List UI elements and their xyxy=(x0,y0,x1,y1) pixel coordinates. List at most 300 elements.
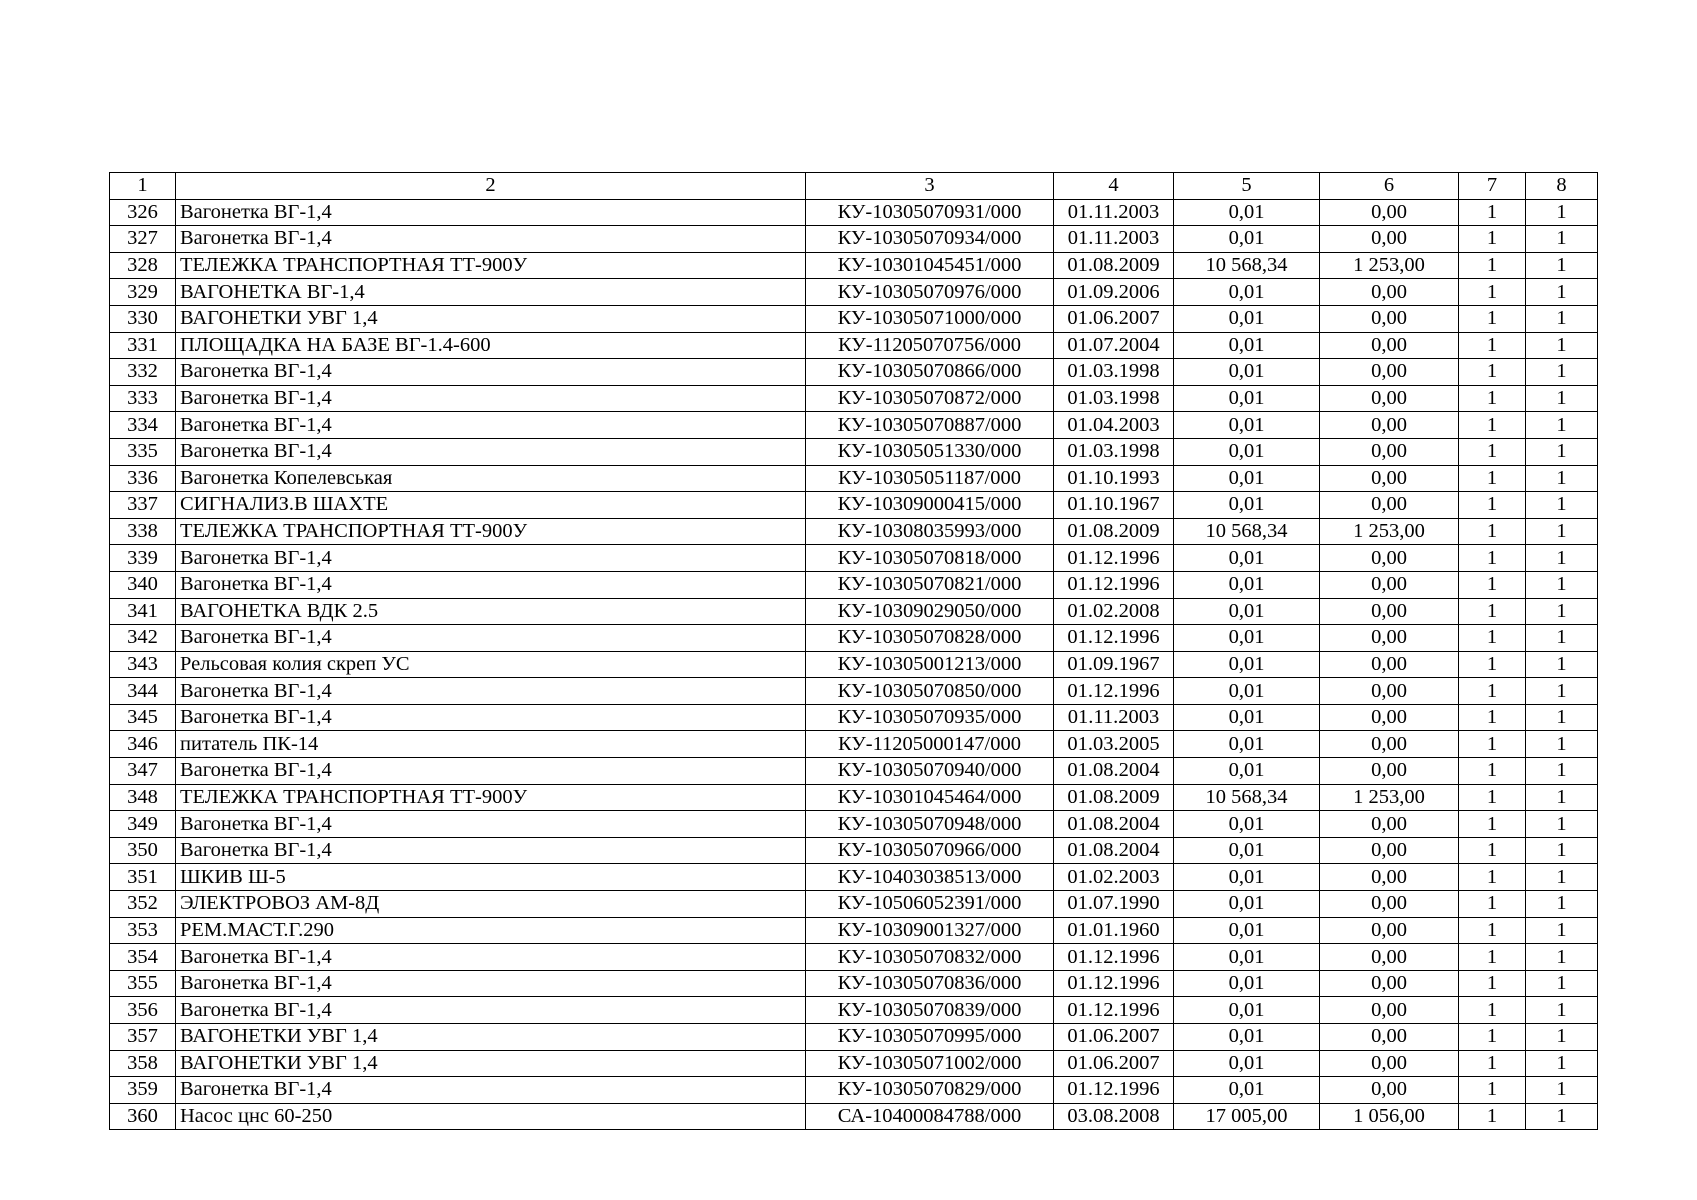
quantity-cell: 1 xyxy=(1459,731,1526,758)
item-name: Вагонетка ВГ-1,4 xyxy=(176,545,806,572)
item-name: Вагонетка ВГ-1,4 xyxy=(176,758,806,785)
item-name: Вагонетка ВГ-1,4 xyxy=(176,837,806,864)
table-row xyxy=(110,970,1598,997)
row-number: 341 xyxy=(110,598,176,625)
row-number: 360 xyxy=(110,1103,176,1130)
row-number: 332 xyxy=(110,359,176,386)
quantity-cell: 1 xyxy=(1459,438,1526,465)
value-cell: 1 056,00 xyxy=(1320,1103,1459,1130)
table-row xyxy=(110,199,1598,226)
quantity-cell: 1 xyxy=(1459,226,1526,253)
inventory-number: КУ-10305070976/000 xyxy=(806,279,1054,306)
value-cell: 0,00 xyxy=(1320,917,1459,944)
quantity-cell: 1 xyxy=(1526,997,1598,1024)
quantity-cell: 1 xyxy=(1459,678,1526,705)
table-row xyxy=(110,571,1598,598)
item-name: Вагонетка ВГ-1,4 xyxy=(176,704,806,731)
value-cell: 1 253,00 xyxy=(1320,784,1459,811)
row-number: 358 xyxy=(110,1050,176,1077)
value-cell: 0,00 xyxy=(1320,279,1459,306)
value-cell: 10 568,34 xyxy=(1174,518,1320,545)
value-cell: 0,00 xyxy=(1320,864,1459,891)
row-number: 350 xyxy=(110,837,176,864)
table-row xyxy=(110,279,1598,306)
row-number: 349 xyxy=(110,811,176,838)
value-cell: 0,01 xyxy=(1174,438,1320,465)
quantity-cell: 1 xyxy=(1459,385,1526,412)
inventory-number: КУ-10305070935/000 xyxy=(806,704,1054,731)
inventory-number: КУ-10301045451/000 xyxy=(806,252,1054,279)
quantity-cell: 1 xyxy=(1526,545,1598,572)
date-cell: 01.06.2007 xyxy=(1054,305,1174,332)
quantity-cell: 1 xyxy=(1526,864,1598,891)
value-cell: 10 568,34 xyxy=(1174,784,1320,811)
inventory-number: КУ-10305070829/000 xyxy=(806,1077,1054,1104)
table-row xyxy=(110,226,1598,253)
date-cell: 01.10.1993 xyxy=(1054,465,1174,492)
value-cell: 0,01 xyxy=(1174,1077,1320,1104)
date-cell: 01.03.2005 xyxy=(1054,731,1174,758)
quantity-cell: 1 xyxy=(1459,944,1526,971)
quantity-cell: 1 xyxy=(1459,412,1526,439)
row-number: 330 xyxy=(110,305,176,332)
value-cell: 0,01 xyxy=(1174,226,1320,253)
quantity-cell: 1 xyxy=(1526,678,1598,705)
quantity-cell: 1 xyxy=(1459,1024,1526,1051)
row-number: 359 xyxy=(110,1077,176,1104)
table-row xyxy=(110,1103,1598,1130)
table-row xyxy=(110,917,1598,944)
item-name: Вагонетка ВГ-1,4 xyxy=(176,571,806,598)
quantity-cell: 1 xyxy=(1526,811,1598,838)
value-cell: 0,00 xyxy=(1320,199,1459,226)
quantity-cell: 1 xyxy=(1459,811,1526,838)
date-cell: 01.02.2003 xyxy=(1054,864,1174,891)
quantity-cell: 1 xyxy=(1526,438,1598,465)
table-row xyxy=(110,784,1598,811)
item-name: ТЕЛЕЖКА ТРАНСПОРТНАЯ ТТ-900У xyxy=(176,784,806,811)
item-name: Вагонетка ВГ-1,4 xyxy=(176,997,806,1024)
value-cell: 0,01 xyxy=(1174,837,1320,864)
quantity-cell: 1 xyxy=(1459,970,1526,997)
item-name: РЕМ.МАСТ.Г.290 xyxy=(176,917,806,944)
inventory-number: КУ-10305071000/000 xyxy=(806,305,1054,332)
value-cell: 0,00 xyxy=(1320,385,1459,412)
column-header-2: 2 xyxy=(176,173,806,200)
value-cell: 0,01 xyxy=(1174,970,1320,997)
row-number: 337 xyxy=(110,492,176,519)
value-cell: 0,00 xyxy=(1320,625,1459,652)
quantity-cell: 1 xyxy=(1526,1024,1598,1051)
value-cell: 0,01 xyxy=(1174,625,1320,652)
item-name: ТЕЛЕЖКА ТРАНСПОРТНАЯ ТТ-900У xyxy=(176,252,806,279)
item-name: ВАГОНЕТКА ВДК 2.5 xyxy=(176,598,806,625)
value-cell: 0,01 xyxy=(1174,279,1320,306)
value-cell: 0,00 xyxy=(1320,438,1459,465)
table-row xyxy=(110,811,1598,838)
column-header-3: 3 xyxy=(806,173,1054,200)
inventory-number: КУ-10305070850/000 xyxy=(806,678,1054,705)
item-name: Вагонетка ВГ-1,4 xyxy=(176,1077,806,1104)
value-cell: 0,01 xyxy=(1174,731,1320,758)
value-cell: 0,00 xyxy=(1320,571,1459,598)
column-header-7: 7 xyxy=(1459,173,1526,200)
date-cell: 01.01.1960 xyxy=(1054,917,1174,944)
quantity-cell: 1 xyxy=(1459,465,1526,492)
table-body xyxy=(110,199,1598,1130)
value-cell: 0,00 xyxy=(1320,1050,1459,1077)
value-cell: 0,00 xyxy=(1320,731,1459,758)
item-name: Вагонетка ВГ-1,4 xyxy=(176,412,806,439)
quantity-cell: 1 xyxy=(1459,758,1526,785)
item-name: Насос цнс 60-250 xyxy=(176,1103,806,1130)
value-cell: 0,01 xyxy=(1174,891,1320,918)
value-cell: 0,01 xyxy=(1174,412,1320,439)
inventory-number: КУ-10305051330/000 xyxy=(806,438,1054,465)
value-cell: 10 568,34 xyxy=(1174,252,1320,279)
value-cell: 0,00 xyxy=(1320,305,1459,332)
date-cell: 01.12.1996 xyxy=(1054,944,1174,971)
row-number: 338 xyxy=(110,518,176,545)
quantity-cell: 1 xyxy=(1526,944,1598,971)
date-cell: 01.12.1996 xyxy=(1054,625,1174,652)
quantity-cell: 1 xyxy=(1526,891,1598,918)
date-cell: 03.08.2008 xyxy=(1054,1103,1174,1130)
value-cell: 0,00 xyxy=(1320,678,1459,705)
value-cell: 17 005,00 xyxy=(1174,1103,1320,1130)
item-name: питатель ПК-14 xyxy=(176,731,806,758)
date-cell: 01.11.2003 xyxy=(1054,226,1174,253)
date-cell: 01.03.1998 xyxy=(1054,359,1174,386)
quantity-cell: 1 xyxy=(1459,571,1526,598)
inventory-number: КУ-10305070836/000 xyxy=(806,970,1054,997)
inventory-number: КУ-10305051187/000 xyxy=(806,465,1054,492)
inventory-number: КУ-10305070995/000 xyxy=(806,1024,1054,1051)
value-cell: 0,00 xyxy=(1320,651,1459,678)
inventory-number: КУ-10305070934/000 xyxy=(806,226,1054,253)
value-cell: 0,00 xyxy=(1320,704,1459,731)
row-number: 348 xyxy=(110,784,176,811)
value-cell: 0,00 xyxy=(1320,492,1459,519)
quantity-cell: 1 xyxy=(1459,598,1526,625)
value-cell: 0,01 xyxy=(1174,305,1320,332)
value-cell: 0,00 xyxy=(1320,412,1459,439)
column-header-5: 5 xyxy=(1174,173,1320,200)
quantity-cell: 1 xyxy=(1459,917,1526,944)
inventory-number: КУ-10305070948/000 xyxy=(806,811,1054,838)
item-name: Вагонетка ВГ-1,4 xyxy=(176,438,806,465)
inventory-number: КУ-10305070821/000 xyxy=(806,571,1054,598)
quantity-cell: 1 xyxy=(1526,758,1598,785)
quantity-cell: 1 xyxy=(1526,651,1598,678)
value-cell: 0,01 xyxy=(1174,332,1320,359)
inventory-number: КУ-10308035993/000 xyxy=(806,518,1054,545)
row-number: 335 xyxy=(110,438,176,465)
quantity-cell: 1 xyxy=(1459,891,1526,918)
quantity-cell: 1 xyxy=(1526,199,1598,226)
quantity-cell: 1 xyxy=(1526,492,1598,519)
table-row xyxy=(110,518,1598,545)
table-row xyxy=(110,651,1598,678)
inventory-number: КУ-11205000147/000 xyxy=(806,731,1054,758)
table-row xyxy=(110,1024,1598,1051)
quantity-cell: 1 xyxy=(1459,625,1526,652)
quantity-cell: 1 xyxy=(1526,252,1598,279)
table-row xyxy=(110,1077,1598,1104)
document-page xyxy=(109,172,1597,1130)
table-row xyxy=(110,891,1598,918)
date-cell: 01.06.2007 xyxy=(1054,1024,1174,1051)
row-number: 344 xyxy=(110,678,176,705)
value-cell: 0,01 xyxy=(1174,944,1320,971)
item-name: ВАГОНЕТКИ УВГ 1,4 xyxy=(176,1050,806,1077)
value-cell: 0,01 xyxy=(1174,678,1320,705)
date-cell: 01.07.1990 xyxy=(1054,891,1174,918)
value-cell: 0,00 xyxy=(1320,970,1459,997)
value-cell: 0,01 xyxy=(1174,199,1320,226)
table-header xyxy=(110,173,1598,200)
inventory-number: КУ-10309029050/000 xyxy=(806,598,1054,625)
item-name: ЭЛЕКТРОВОЗ АМ-8Д xyxy=(176,891,806,918)
quantity-cell: 1 xyxy=(1459,518,1526,545)
table-row xyxy=(110,678,1598,705)
row-number: 351 xyxy=(110,864,176,891)
date-cell: 01.12.1996 xyxy=(1054,545,1174,572)
date-cell: 01.12.1996 xyxy=(1054,970,1174,997)
date-cell: 01.06.2007 xyxy=(1054,1050,1174,1077)
item-name: Вагонетка Копелевськая xyxy=(176,465,806,492)
row-number: 345 xyxy=(110,704,176,731)
inventory-number: КУ-10309001327/000 xyxy=(806,917,1054,944)
item-name: Вагонетка ВГ-1,4 xyxy=(176,385,806,412)
value-cell: 0,00 xyxy=(1320,465,1459,492)
inventory-number: КУ-10403038513/000 xyxy=(806,864,1054,891)
quantity-cell: 1 xyxy=(1526,518,1598,545)
date-cell: 01.08.2009 xyxy=(1054,784,1174,811)
quantity-cell: 1 xyxy=(1459,1050,1526,1077)
value-cell: 0,01 xyxy=(1174,571,1320,598)
row-number: 331 xyxy=(110,332,176,359)
table-row xyxy=(110,412,1598,439)
item-name: Вагонетка ВГ-1,4 xyxy=(176,811,806,838)
item-name: Рельсовая колия скреп УС xyxy=(176,651,806,678)
row-number: 353 xyxy=(110,917,176,944)
quantity-cell: 1 xyxy=(1526,305,1598,332)
row-number: 328 xyxy=(110,252,176,279)
row-number: 352 xyxy=(110,891,176,918)
quantity-cell: 1 xyxy=(1526,226,1598,253)
row-number: 346 xyxy=(110,731,176,758)
date-cell: 01.08.2004 xyxy=(1054,837,1174,864)
row-number: 326 xyxy=(110,199,176,226)
row-number: 356 xyxy=(110,997,176,1024)
value-cell: 0,01 xyxy=(1174,758,1320,785)
inventory-number: КУ-10305071002/000 xyxy=(806,1050,1054,1077)
value-cell: 0,00 xyxy=(1320,226,1459,253)
column-header-6: 6 xyxy=(1320,173,1459,200)
quantity-cell: 1 xyxy=(1526,917,1598,944)
table-row xyxy=(110,252,1598,279)
value-cell: 0,01 xyxy=(1174,997,1320,1024)
row-number: 357 xyxy=(110,1024,176,1051)
quantity-cell: 1 xyxy=(1526,465,1598,492)
inventory-number: КУ-10305070832/000 xyxy=(806,944,1054,971)
inventory-number: КУ-10305070931/000 xyxy=(806,199,1054,226)
date-cell: 01.03.1998 xyxy=(1054,385,1174,412)
date-cell: 01.08.2009 xyxy=(1054,518,1174,545)
value-cell: 0,00 xyxy=(1320,1077,1459,1104)
quantity-cell: 1 xyxy=(1459,545,1526,572)
quantity-cell: 1 xyxy=(1459,359,1526,386)
quantity-cell: 1 xyxy=(1526,1077,1598,1104)
date-cell: 01.08.2004 xyxy=(1054,758,1174,785)
table-row xyxy=(110,438,1598,465)
value-cell: 0,00 xyxy=(1320,811,1459,838)
quantity-cell: 1 xyxy=(1459,1103,1526,1130)
date-cell: 01.12.1996 xyxy=(1054,997,1174,1024)
value-cell: 0,01 xyxy=(1174,1024,1320,1051)
quantity-cell: 1 xyxy=(1459,837,1526,864)
table-row xyxy=(110,492,1598,519)
table-row xyxy=(110,864,1598,891)
quantity-cell: 1 xyxy=(1459,1077,1526,1104)
table-row xyxy=(110,359,1598,386)
quantity-cell: 1 xyxy=(1526,837,1598,864)
date-cell: 01.09.2006 xyxy=(1054,279,1174,306)
table-row xyxy=(110,837,1598,864)
quantity-cell: 1 xyxy=(1526,970,1598,997)
item-name: Вагонетка ВГ-1,4 xyxy=(176,625,806,652)
inventory-number: КУ-10506052391/000 xyxy=(806,891,1054,918)
row-number: 354 xyxy=(110,944,176,971)
row-number: 336 xyxy=(110,465,176,492)
item-name: Вагонетка ВГ-1,4 xyxy=(176,944,806,971)
inventory-number: КУ-10305070887/000 xyxy=(806,412,1054,439)
row-number: 329 xyxy=(110,279,176,306)
value-cell: 0,00 xyxy=(1320,332,1459,359)
inventory-number: КУ-10301045464/000 xyxy=(806,784,1054,811)
value-cell: 0,00 xyxy=(1320,997,1459,1024)
quantity-cell: 1 xyxy=(1526,571,1598,598)
inventory-table xyxy=(109,172,1598,1130)
quantity-cell: 1 xyxy=(1526,412,1598,439)
value-cell: 0,00 xyxy=(1320,598,1459,625)
value-cell: 0,01 xyxy=(1174,492,1320,519)
quantity-cell: 1 xyxy=(1526,332,1598,359)
quantity-cell: 1 xyxy=(1459,332,1526,359)
inventory-number: КУ-10305070828/000 xyxy=(806,625,1054,652)
value-cell: 0,01 xyxy=(1174,598,1320,625)
quantity-cell: 1 xyxy=(1526,1103,1598,1130)
date-cell: 01.02.2008 xyxy=(1054,598,1174,625)
date-cell: 01.12.1996 xyxy=(1054,1077,1174,1104)
quantity-cell: 1 xyxy=(1459,279,1526,306)
table-row xyxy=(110,598,1598,625)
item-name: Вагонетка ВГ-1,4 xyxy=(176,226,806,253)
inventory-number: КУ-10305070940/000 xyxy=(806,758,1054,785)
value-cell: 1 253,00 xyxy=(1320,252,1459,279)
column-header-1: 1 xyxy=(110,173,176,200)
table-row xyxy=(110,704,1598,731)
value-cell: 0,01 xyxy=(1174,465,1320,492)
header-row xyxy=(110,173,1598,200)
date-cell: 01.04.2003 xyxy=(1054,412,1174,439)
value-cell: 0,00 xyxy=(1320,758,1459,785)
item-name: СИГНАЛИЗ.В ШАХТЕ xyxy=(176,492,806,519)
value-cell: 0,01 xyxy=(1174,651,1320,678)
date-cell: 01.11.2003 xyxy=(1054,199,1174,226)
date-cell: 01.03.1998 xyxy=(1054,438,1174,465)
quantity-cell: 1 xyxy=(1459,305,1526,332)
item-name: ПЛОЩАДКА НА БАЗЕ ВГ-1.4-600 xyxy=(176,332,806,359)
inventory-number: КУ-10305070818/000 xyxy=(806,545,1054,572)
quantity-cell: 1 xyxy=(1526,385,1598,412)
value-cell: 0,01 xyxy=(1174,385,1320,412)
date-cell: 01.11.2003 xyxy=(1054,704,1174,731)
quantity-cell: 1 xyxy=(1526,731,1598,758)
table-row xyxy=(110,545,1598,572)
value-cell: 0,00 xyxy=(1320,837,1459,864)
quantity-cell: 1 xyxy=(1459,252,1526,279)
value-cell: 0,01 xyxy=(1174,359,1320,386)
date-cell: 01.08.2004 xyxy=(1054,811,1174,838)
value-cell: 0,00 xyxy=(1320,944,1459,971)
table-row xyxy=(110,305,1598,332)
quantity-cell: 1 xyxy=(1459,199,1526,226)
table-row xyxy=(110,944,1598,971)
date-cell: 01.07.2004 xyxy=(1054,332,1174,359)
item-name: ВАГОНЕТКИ УВГ 1,4 xyxy=(176,1024,806,1051)
table-row xyxy=(110,465,1598,492)
column-header-8: 8 xyxy=(1526,173,1598,200)
inventory-number: КУ-10305070839/000 xyxy=(806,997,1054,1024)
quantity-cell: 1 xyxy=(1459,651,1526,678)
row-number: 343 xyxy=(110,651,176,678)
inventory-number: СА-10400084788/000 xyxy=(806,1103,1054,1130)
value-cell: 0,00 xyxy=(1320,891,1459,918)
inventory-number: КУ-10305070866/000 xyxy=(806,359,1054,386)
quantity-cell: 1 xyxy=(1526,279,1598,306)
quantity-cell: 1 xyxy=(1459,492,1526,519)
quantity-cell: 1 xyxy=(1526,784,1598,811)
item-name: Вагонетка ВГ-1,4 xyxy=(176,359,806,386)
item-name: ВАГОНЕТКА ВГ-1,4 xyxy=(176,279,806,306)
item-name: Вагонетка ВГ-1,4 xyxy=(176,678,806,705)
item-name: ВАГОНЕТКИ УВГ 1,4 xyxy=(176,305,806,332)
quantity-cell: 1 xyxy=(1459,864,1526,891)
column-header-4: 4 xyxy=(1054,173,1174,200)
value-cell: 0,00 xyxy=(1320,1024,1459,1051)
inventory-number: КУ-11205070756/000 xyxy=(806,332,1054,359)
value-cell: 1 253,00 xyxy=(1320,518,1459,545)
row-number: 347 xyxy=(110,758,176,785)
row-number: 334 xyxy=(110,412,176,439)
value-cell: 0,01 xyxy=(1174,1050,1320,1077)
date-cell: 01.09.1967 xyxy=(1054,651,1174,678)
table-row xyxy=(110,385,1598,412)
table-row xyxy=(110,997,1598,1024)
inventory-number: КУ-10309000415/000 xyxy=(806,492,1054,519)
row-number: 339 xyxy=(110,545,176,572)
inventory-number: КУ-10305070872/000 xyxy=(806,385,1054,412)
value-cell: 0,01 xyxy=(1174,864,1320,891)
quantity-cell: 1 xyxy=(1526,598,1598,625)
row-number: 342 xyxy=(110,625,176,652)
row-number: 340 xyxy=(110,571,176,598)
table-row xyxy=(110,1050,1598,1077)
quantity-cell: 1 xyxy=(1459,997,1526,1024)
table-row xyxy=(110,332,1598,359)
